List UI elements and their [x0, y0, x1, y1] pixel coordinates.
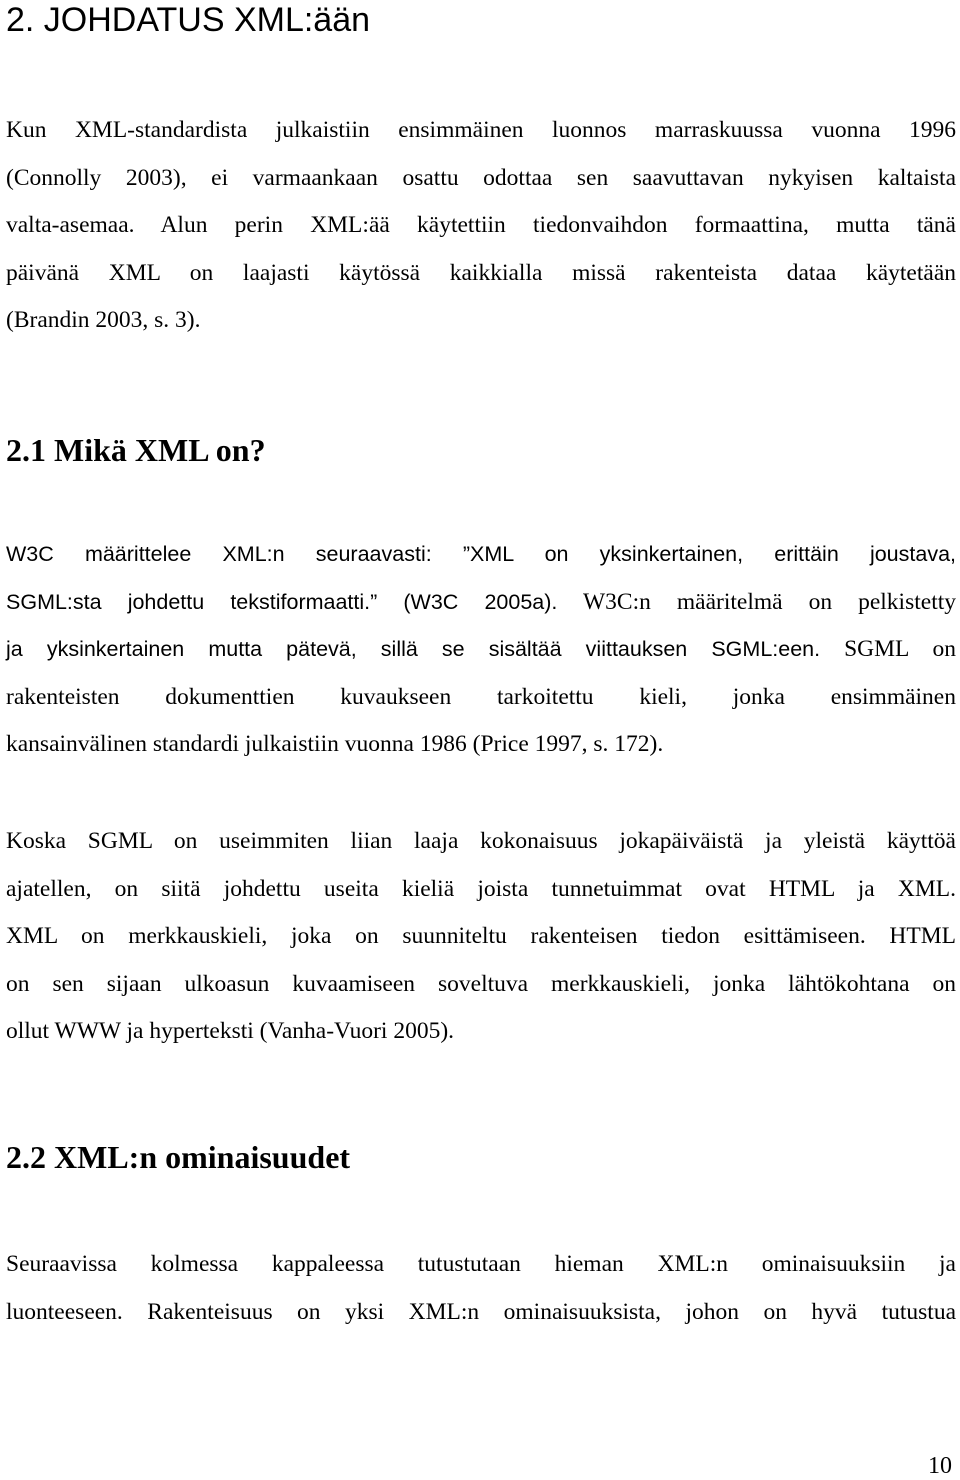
properties-paragraph [6, 1241, 956, 1336]
paragraph-line: XML on merkkauskieli, joka on suunniteltu rakenteisen tiedon esittämiseen. HTML [6, 923, 956, 949]
paragraph-line: kansainvälinen standardi julkaistiin vuonna 1986 (Price 1997, s. 172). [6, 731, 664, 757]
sentence-text: SGML on [820, 636, 956, 662]
paragraph-line [6, 579, 956, 627]
paragraph-line: valta-asemaa. Alun perin XML:ää käytettiin tiedonvaihdon formaattina, mutta tänä [6, 212, 956, 238]
paragraph-line: rakenteisten dokumenttien kuvaukseen tarkoitettu kieli, jonka ensimmäinen [6, 683, 956, 710]
sgml-paragraph [6, 818, 956, 1056]
section-title-2-1: 2.1 Mikä XML on? [6, 432, 266, 468]
paragraph-line: ollut WWW ja hyperteksti (Vanha-Vuori 2005). [6, 1018, 455, 1044]
paragraph-line: Koska SGML on useimmiten liian laaja kokonaisuus jokapäiväistä ja yleistä käyttöä [6, 828, 956, 854]
paragraph-line: Seuraavissa kolmessa kappaleessa tutustutaan hieman XML:n ominaisuuksiin ja [6, 1251, 956, 1277]
chapter-title: 2. JOHDATUS XML:ään [6, 1, 371, 39]
definition-paragraph [6, 531, 956, 769]
page-number: 10 [928, 1453, 952, 1479]
quote-text: SGML:sta johdettu tekstiformaatti.” (W3C 2005a). [6, 589, 558, 614]
paragraph-line: luonteeseen. Rakenteisuus on yksi XML:n ominaisuuksista, johon on hyvä tutustua [6, 1298, 956, 1325]
paragraph-line: ajatellen, on siitä johdettu useita kieliä joista tunnetuimmat ovat HTML ja XML. [6, 875, 956, 902]
paragraph-line: (Brandin 2003, s. 3). [6, 307, 201, 333]
paragraph-line: (Connolly 2003), ei varmaankaan osattu odottaa sen saavuttavan nykyisen kaltaista [6, 164, 956, 191]
paragraph-line: Kun XML-standardista julkaistiin ensimmäinen luonnos marraskuussa vuonna 1996 [6, 117, 956, 143]
intro-paragraph [6, 107, 956, 345]
sentence-text: W3C:n määritelmä on pelkistetty [557, 588, 956, 615]
paragraph-line: päivänä XML on laajasti käytössä kaikkialla missä rakenteista dataa käytetään [6, 259, 956, 286]
paragraph-line: W3C määrittelee XML:n seuraavasti: ”XML on yksinkertainen, erittäin joustava, [6, 542, 956, 566]
sentence-text: ja yksinkertainen mutta pätevä, sillä se sisältää viittauksen SGML:een. [6, 637, 821, 661]
paragraph-line [6, 626, 956, 674]
section-title-2-2: 2.2 XML:n ominaisuudet [6, 1139, 351, 1175]
paragraph-line: on sen sijaan ulkoasun kuvaamiseen soveltuva merkkauskieli, jonka lähtökohtana on [6, 970, 956, 997]
